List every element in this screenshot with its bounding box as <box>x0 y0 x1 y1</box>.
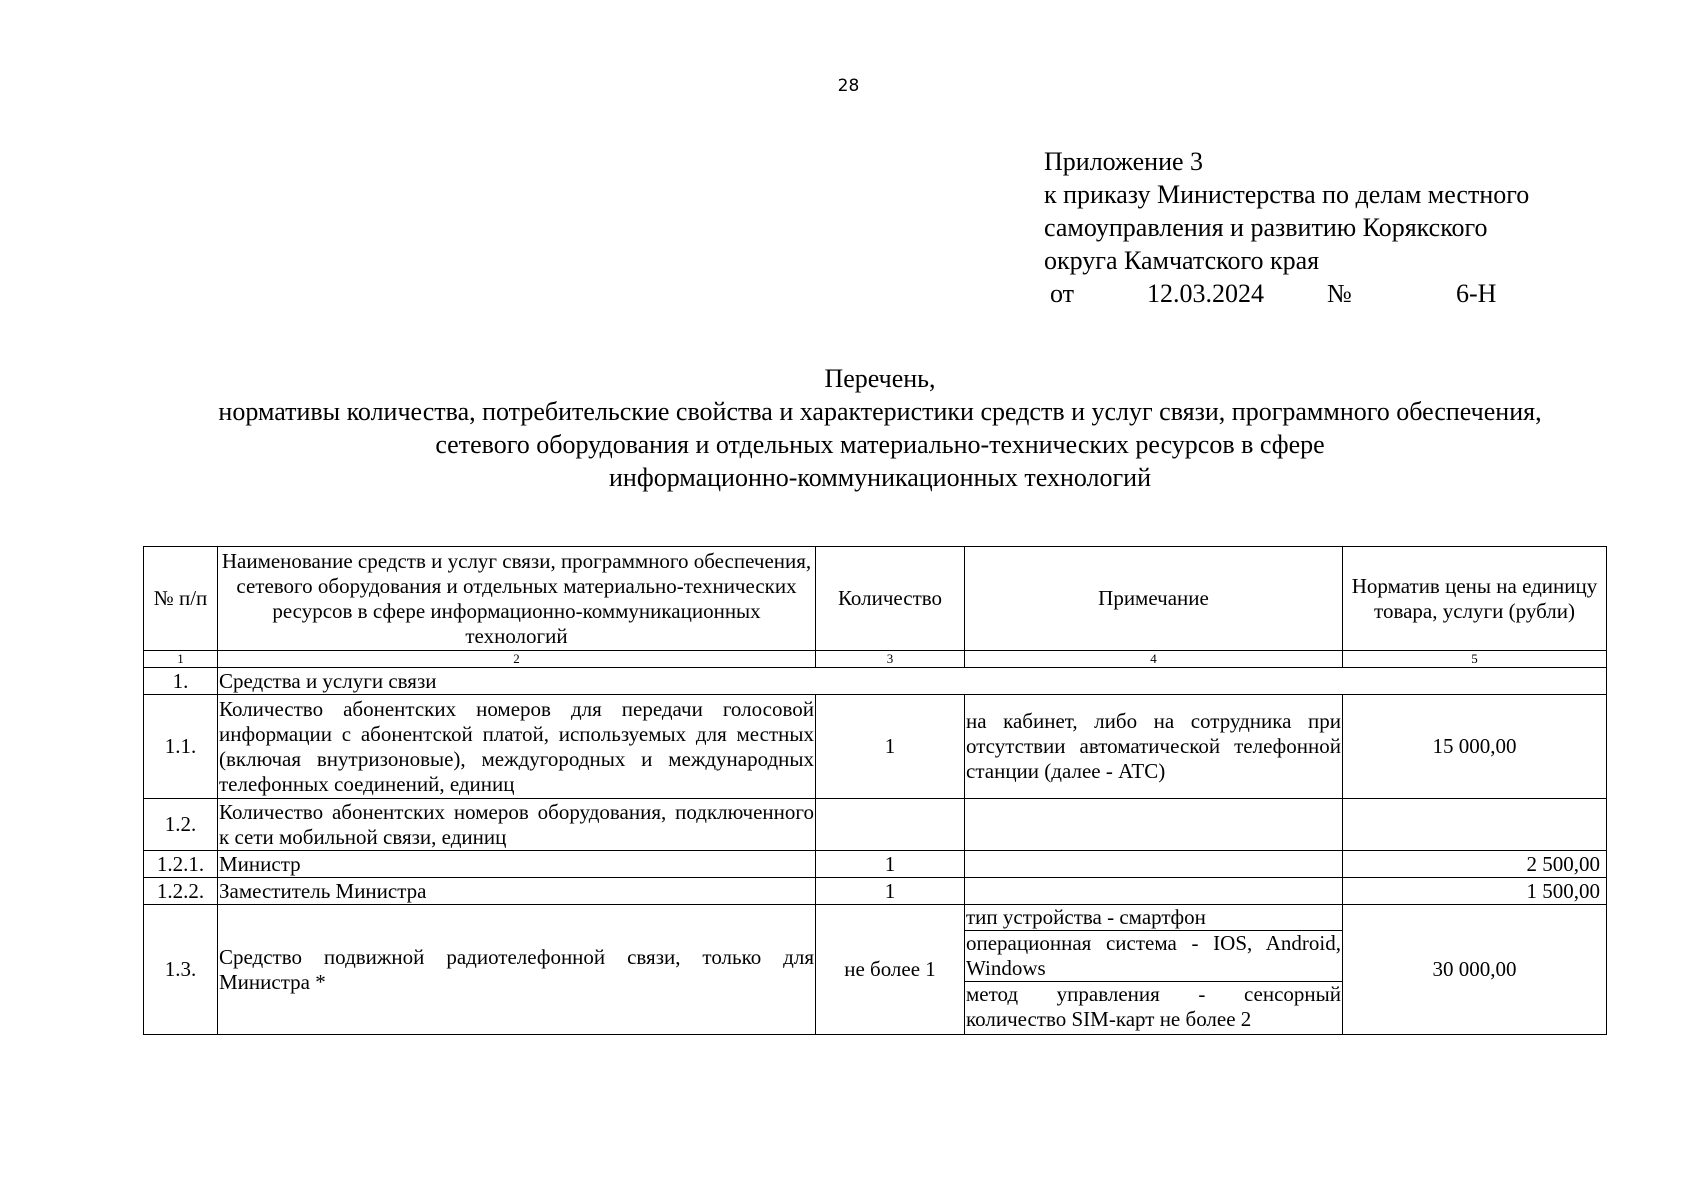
table-row <box>144 905 1607 1035</box>
column-number: 2 <box>218 651 816 668</box>
header-qty: Количество <box>816 547 965 651</box>
row-price: 1 500,00 <box>1343 878 1607 905</box>
note-os: операционная система - IOS, Android, Windows <box>966 931 1341 980</box>
row-qty <box>816 799 965 851</box>
row-note <box>965 799 1343 851</box>
row-num: 1.2.1. <box>144 851 218 878</box>
document-title <box>0 362 1697 494</box>
column-numbers-row <box>144 651 1607 668</box>
row-num: 1.3. <box>144 905 218 1035</box>
row-note <box>965 905 1343 1035</box>
row-name: Количество абонентских номеров оборудования, подключенного к сети мобильной связи, единиц <box>219 799 814 849</box>
note-control-block <box>965 982 1342 1032</box>
appendix-line: округа Камчатского края <box>1044 246 1320 275</box>
order-date: 12.03.2024 <box>1147 279 1264 308</box>
header-num: № п/п <box>144 547 218 651</box>
header-note: Примечание <box>965 547 1343 651</box>
row-price: 2 500,00 <box>1343 851 1607 878</box>
row-note: на кабинет, либо на сотрудника при отсутствии автоматической телефонной станции (далее - АТС) <box>965 695 1343 799</box>
column-number: 5 <box>1343 651 1607 668</box>
table-row <box>144 799 1607 851</box>
table-header-row <box>144 547 1607 651</box>
table-row <box>144 851 1607 878</box>
number-sign: № <box>1327 279 1352 308</box>
row-num: 1.1. <box>144 695 218 799</box>
title-line: информационно-коммуникационных технологий <box>609 463 1151 492</box>
header-name: Наименование средств и услуг связи, программного обеспечения, сетевого оборудования и отдельных материально-технических ресурсов в сфере информационно-коммуникационных технологий <box>218 547 816 651</box>
section-name: Средства и услуги связи <box>218 668 1607 695</box>
row-price <box>1343 799 1607 851</box>
appendix-line: к приказу Министерства по делам местного <box>1044 180 1530 209</box>
appendix-title: Приложение 3 <box>1044 147 1204 176</box>
row-price: 15 000,00 <box>1343 695 1607 799</box>
table-row <box>144 878 1607 905</box>
row-qty: 1 <box>816 878 965 905</box>
note-control: метод управления - сенсорный <box>966 982 1341 1006</box>
column-number: 1 <box>144 651 218 668</box>
note-device-type: тип устройства - смартфон <box>965 905 1342 931</box>
row-num: 1. <box>144 668 218 695</box>
row-name: Заместитель Министра <box>218 878 816 905</box>
row-name: Средство подвижной радиотелефонной связи, только для Министра * <box>218 905 816 1035</box>
row-num: 1.2.2. <box>144 878 218 905</box>
appendix-line: самоуправления и развитию Корякского <box>1044 213 1488 242</box>
appendix-date-line <box>1044 277 1524 310</box>
order-number: 6-Н <box>1456 279 1497 308</box>
norms-table <box>143 546 1607 1035</box>
note-sim: количество SIM-карт не более 2 <box>966 1007 1252 1031</box>
title-line: сетевого оборудования и отдельных материально-технических ресурсов в сфере <box>435 430 1325 459</box>
title-line: нормативы количества, потребительские свойства и характеристики средств и услуг связи, программного обеспечения, <box>218 397 1542 426</box>
row-name: Количество абонентских номеров для передачи голосовой информации с абонентской платой, используемых для местных (включая внутризоновые), междугородных и международных телефонных соединений, единиц <box>218 695 816 799</box>
row-num: 1.2. <box>144 799 218 851</box>
column-number: 4 <box>965 651 1343 668</box>
row-qty: 1 <box>816 695 965 799</box>
row-note <box>965 851 1343 878</box>
appendix-block <box>1044 145 1529 310</box>
table-row <box>144 695 1607 799</box>
section-row <box>144 668 1607 695</box>
header-price: Норматив цены на единицу товара, услуги (рубли) <box>1343 547 1607 651</box>
row-qty: 1 <box>816 851 965 878</box>
title-line: Перечень, <box>824 364 936 393</box>
column-number: 3 <box>816 651 965 668</box>
page-number: 28 <box>837 76 860 96</box>
row-name: Министр <box>218 851 816 878</box>
from-label: от <box>1050 279 1075 308</box>
row-note <box>965 878 1343 905</box>
row-qty: не более 1 <box>816 905 965 1035</box>
row-price: 30 000,00 <box>1343 905 1607 1035</box>
